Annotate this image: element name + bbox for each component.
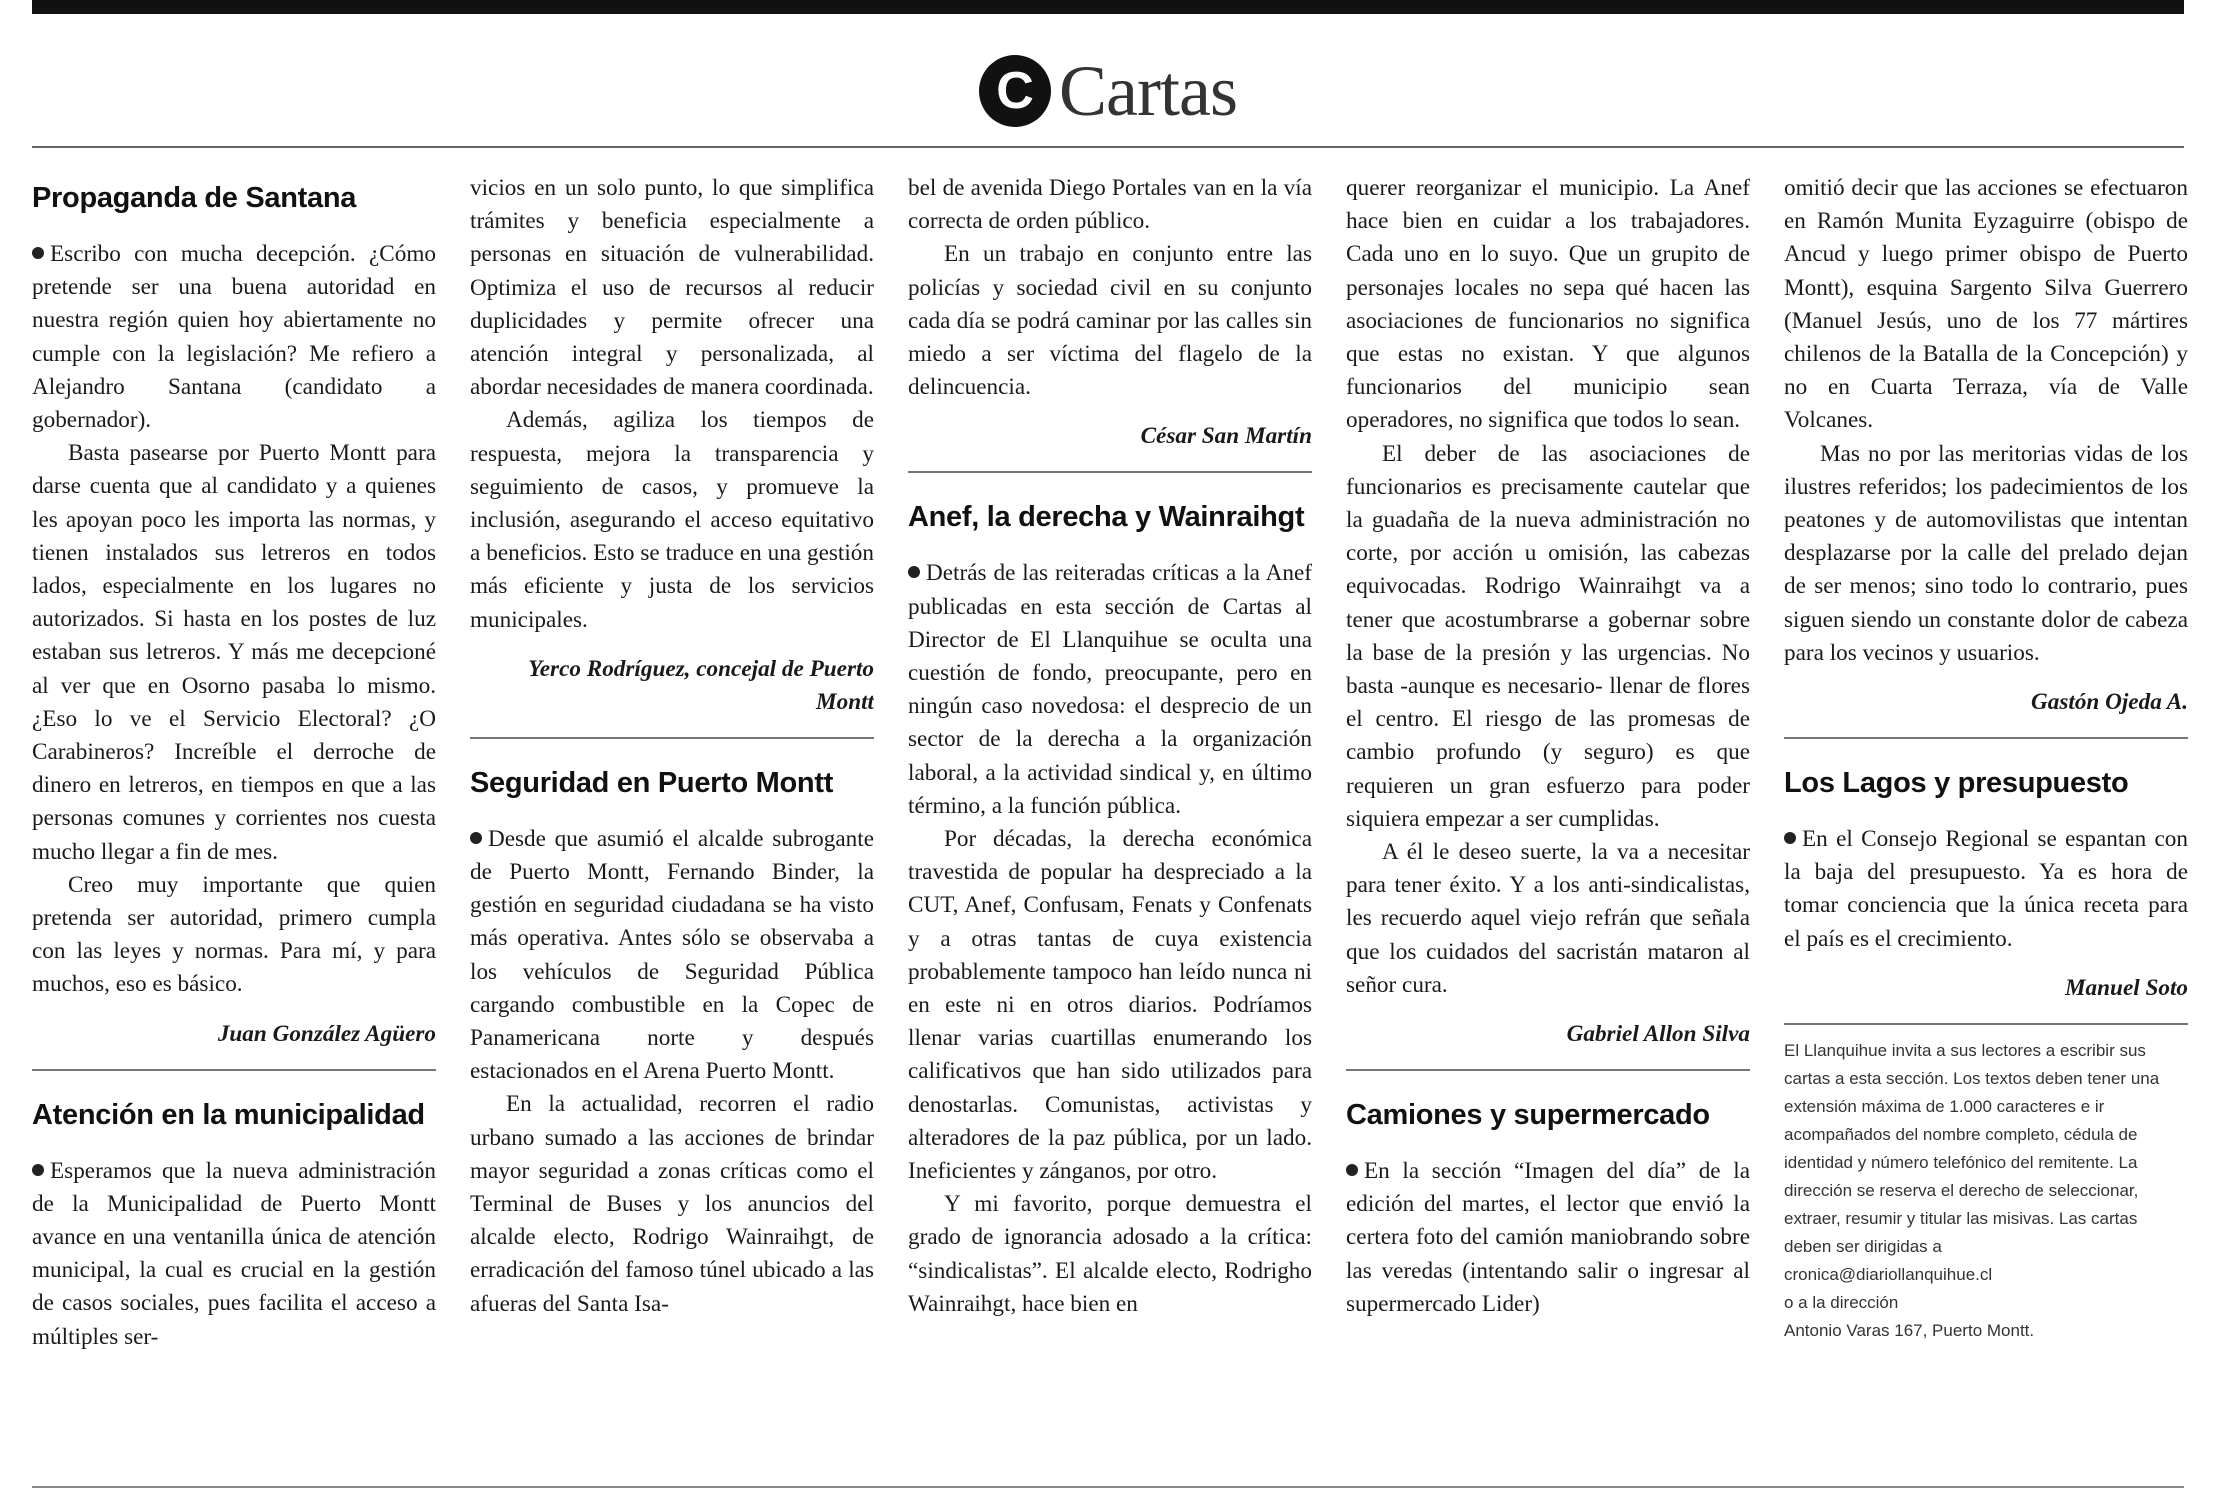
notice-text: El Llanquihue invita a sus lectores a escribir sus cartas a esta sección. Los textos deben tener una extensión máxima de 1.000 caracteres e ir acompañados del nombre completo, cédula de identidad y número telefónico del remitente. La dirección se reserva el derecho de seleccionar, extraer, resumir y titular las misivas. Las cartas deben ser dirigidas a xyxy=(1784,1040,2160,1256)
bullet-icon xyxy=(32,1164,44,1176)
submission-notice xyxy=(1784,1037,2188,1345)
letter-paragraph: Mas no por las meritorias vidas de los ilustres referidos; los padecimientos de los peatones y de automovilistas que intentan desplazarse por la calle del prelado dejan de ser menos; sino todo lo contrario, pues siguen siendo un constante dolor de cabeza para los vecinos y usuarios. xyxy=(1784,440,2188,666)
letter-headline: Los Lagos y presupuesto xyxy=(1784,767,2129,800)
letter-headline: Seguridad en Puerto Montt xyxy=(470,766,834,799)
bullet-icon xyxy=(1784,832,1796,844)
letter-paragraph: En el Consejo Regional se espantan con la baja del presupuesto. Ya es hora de tomar conciencia que la única receta para el país es el crecimiento. xyxy=(1784,826,2188,952)
bottom-rule xyxy=(32,1486,2184,1488)
letter-paragraph: En la actualidad, recorren el radio urbano sumado a las acciones de brindar mayor seguridad a zonas críticas como el Terminal de Buses y los anuncios del alcalde electo, Rodrigo Wainraihgt, de erradicación del famoso túnel ubicado a las afueras del Santa Isa- xyxy=(470,1091,874,1317)
section-logo: C xyxy=(979,55,1051,127)
column-4 xyxy=(1346,172,1750,1472)
letter-paragraph: Basta pasearse por Puerto Montt para darse cuenta que al candidato y a quienes les apoyan poco les importa las normas, y tienen instalados sus letreros en todos lados, especialmente en los lugares no autorizados. Si hasta en los postes de luz estaban sus letreros. Y más me decepcioné al ver que en Osorno pasaba lo mismo. ¿Eso lo ve el Servicio Electoral? ¿O Carabineros? Increíble el derroche de dinero en letreros, en tiempos en que a las personas comunes y corrientes nos cuesta mucho llegar a fin de mes. xyxy=(32,440,436,865)
letter-paragraph: vicios en un solo punto, lo que simplifica trámites y beneficia especialmente a personas en situación de vulnerabilidad. Optimiza el uso de recursos al reducir duplicidades y permite ofrecer una atención integral y personalizada, al abordar necesidades de manera coordinada. xyxy=(470,175,874,401)
letter-signature: César San Martín xyxy=(1140,423,1312,450)
letter-paragraph: A él le deseo suerte, la va a necesitar para tener éxito. Y a los anti-sindicalistas, les recuerdo aquel viejo refrán que señala que los cuidados del sacristán mataron al señor cura. xyxy=(1346,839,1750,998)
column-5 xyxy=(1784,172,2188,1472)
letter-divider xyxy=(908,471,1312,473)
notice-address: Antonio Varas 167, Puerto Montt. xyxy=(1784,1320,2035,1340)
letter-paragraph: Y mi favorito, porque demuestra el grado de ignorancia adosado a la crítica: “sindicalistas”. El alcalde electo, Rodrigho Wainraihgt, hace bien en xyxy=(908,1191,1312,1317)
letter-headline: Anef, la derecha y Wainraihgt xyxy=(908,501,1305,534)
column-1 xyxy=(32,172,436,1472)
letter-divider xyxy=(1346,1069,1750,1071)
letter-signature: Manuel Soto xyxy=(2064,974,2188,1001)
letter-paragraph: Escribo con mucha decepción. ¿Cómo pretende ser una buena autoridad en nuestra región quien hoy abiertamente no cumple con la legislación? Me refiero a Alejandro Santana (candidato a gobernador). xyxy=(32,241,436,434)
letter-paragraph: El deber de las asociaciones de funcionarios es precisamente cautelar que la guadaña de la nueva administración no corte, por acción u omisión, las cabezas equivocadas. Rodrigo Wainraihgt va a tener que acostumbrarse a gobernar sobre la base de la presión y las urgencias. No basta -aunque es necesario- llenar de flores el centro. El riesgo de las promesas de cambio profundo (y seguro) es que requieren un gran esfuerzo para poder siquiera empezar a ser cumplidas. xyxy=(1346,440,1750,832)
letter-divider xyxy=(32,1069,436,1071)
bullet-icon xyxy=(32,247,44,259)
notice-or-text: o a la dirección xyxy=(1784,1292,1899,1312)
letter-headline: Propaganda de Santana xyxy=(32,182,357,214)
letter-headline: Camiones y supermercado xyxy=(1346,1099,1710,1132)
letter-headline: Atención en la municipalidad xyxy=(32,1098,425,1131)
letter-signature: Yerco Rodríguez, concejal de Puerto Montt xyxy=(528,655,874,715)
notice-email-link[interactable]: cronica@diariollanquihue.cl xyxy=(1784,1264,1993,1284)
letter-paragraph: Esperamos que la nueva administración de la Municipalidad de Puerto Montt avance en una ventanilla única de atención municipal, la cual es crucial en la gestión de casos sociales, pues facilita el acceso a múltiples ser- xyxy=(32,1157,436,1350)
letter-paragraph: querer reorganizar el municipio. La Anef hace bien en cuidar a los trabajadores. Cada uno en lo suyo. Que un grupito de personajes locales no sepa qué hacen las asociaciones de funcionarios no significa que estas no existan. Y que algunos funcionarios del municipio sean operadores, no significa que todos lo sean. xyxy=(1346,175,1750,434)
letter-paragraph: Además, agiliza los tiempos de respuesta, mejora la transparencia y seguimiento de casos, y promueve la inclusión, asegurando el acceso equitativo a beneficios. Esto se traduce en una gestión más eficiente y justa de los servicios municipales. xyxy=(470,407,874,633)
bullet-icon xyxy=(1346,1164,1358,1176)
letter-paragraph: Por décadas, la derecha económica travestida de popular ha despreciado a la CUT, Anef, Confusam, Fenats y Confenats y a otras tantas de cuya existencia probablemente tampoco han leído nunca ni en este ni en otros diarios. Podríamos llenar varias cuartillas enumerando los calificativos que han sido utilizados para denostarlas. Comunistas, activistas y alteradores de la paz pública, por un lado. Ineficientes y zánganos, por otro. xyxy=(908,826,1312,1185)
section-masthead xyxy=(0,36,2216,146)
bullet-icon xyxy=(908,566,920,578)
bullet-icon xyxy=(470,832,482,844)
letter-paragraph: omitió decir que las acciones se efectuaron en Ramón Munita Eyzaguirre (obispo de Ancud y luego primer obispo de Puerto Montt), esquina Sargento Silva Guerrero (Manuel Jesús, uno de los 77 mártires chilenos de la Batalla de la Concepción) y no en Cuarta Terraza, vía de Valle Volcanes. xyxy=(1784,175,2188,434)
letter-signature: Juan González Agüero xyxy=(217,1020,436,1047)
letter-paragraph: En la sección “Imagen del día” de la edición del martes, el lector que envió la certera foto del camión maniobrando sobre las veredas (intentando salir o ingresar al supermercado Lider) xyxy=(1346,1158,1750,1317)
letter-paragraph: Creo muy importante que quien pretenda ser autoridad, primero cumpla con las leyes y normas. Para mí, y para muchos, eso es básico. xyxy=(32,871,436,998)
letter-paragraph: Detrás de las reiteradas críticas a la Anef publicadas en esta sección de Cartas al Director de El Llanquihue se oculta una cuestión de fondo, preocupante, pero en ningún caso novedosa: el desprecio de un sector de la derecha a la organización laboral, a la actividad sindical y, en último término, a la función pública. xyxy=(908,560,1312,819)
letter-paragraph: En un trabajo en conjunto entre las policías y sociedad civil en su conjunto cada día se podrá caminar por las calles sin miedo a ser víctima del flagelo de la delincuencia. xyxy=(908,241,1312,401)
notice-divider xyxy=(1784,1023,2188,1025)
top-rule xyxy=(32,0,2184,14)
letter-signature: Gastón Ojeda A. xyxy=(2031,689,2188,716)
letter-paragraph: bel de avenida Diego Portales van en la vía correcta de orden público. xyxy=(908,175,1312,235)
letter-signature: Gabriel Allon Silva xyxy=(1566,1021,1750,1048)
column-2 xyxy=(470,172,874,1472)
letter-paragraph: Desde que asumió el alcalde subrogante de Puerto Montt, Fernando Binder, la gestión en seguridad ciudadana se ha visto más operativa. Antes sólo se observaba a los vehículos de Seguridad Pública cargando combustible en la Copec de Panamericana norte y después estacionados en el Arena Puerto Montt. xyxy=(470,825,874,1085)
column-3 xyxy=(908,172,1312,1472)
header-divider xyxy=(32,146,2184,148)
letter-divider xyxy=(1784,737,2188,739)
section-title: Cartas xyxy=(1059,50,1237,131)
letter-divider xyxy=(470,737,874,739)
